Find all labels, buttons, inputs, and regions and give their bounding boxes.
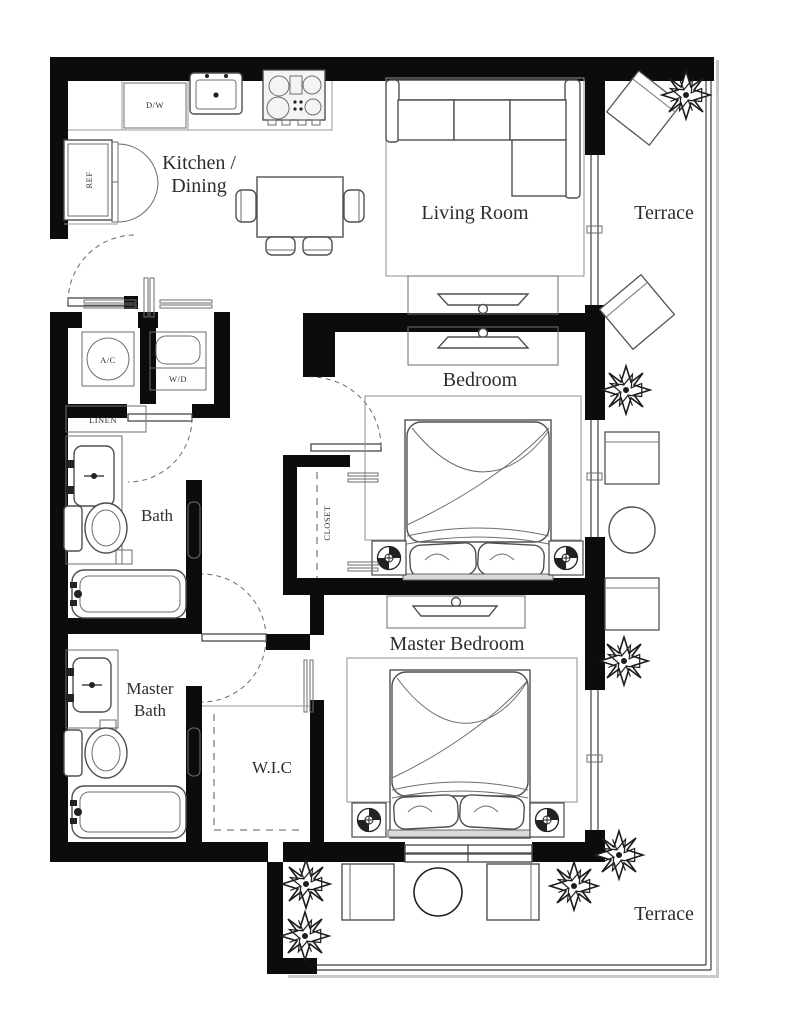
bath-toilet: [64, 503, 127, 553]
master-nightstand-right: [530, 803, 564, 837]
terrace-right: [600, 71, 710, 685]
stove: [263, 70, 325, 125]
bedroom-door: [311, 377, 381, 451]
bath-label: Bath: [140, 506, 174, 525]
plant: [282, 860, 330, 908]
master-bath-vanity: [66, 650, 118, 732]
plant: [595, 831, 643, 879]
bedroom-label: Bedroom: [442, 369, 518, 391]
bath-tub: [70, 570, 186, 618]
linen-label: LINEN: [89, 415, 117, 425]
terrace-bottom-label: Terrace: [634, 903, 694, 925]
master-bedroom: [347, 596, 577, 838]
walk-in-closet: [202, 706, 310, 830]
master-bedroom-window: [587, 690, 602, 830]
bedroom-nightstand-left: [372, 541, 406, 575]
master-bath-door: [202, 574, 266, 702]
plant: [281, 912, 329, 960]
master-bath-toilet: [64, 728, 127, 778]
kitchen: [64, 70, 364, 255]
terrace-chair-1: [605, 432, 659, 484]
terrace-round-table: [414, 868, 462, 916]
master-nightstand-left: [352, 803, 386, 837]
kitchen-sink: [190, 73, 242, 114]
master-bath-label-line2: Bath: [133, 701, 167, 720]
plant: [550, 862, 598, 910]
terrace-right-label: Terrace: [634, 202, 694, 224]
plant: [662, 71, 710, 119]
terrace-side-table: [609, 507, 655, 553]
bedroom-nightstand-right: [549, 541, 583, 575]
terrace-chair-2: [605, 578, 659, 630]
kitchen-dining-label-line1: Kitchen /: [162, 152, 236, 174]
bath-door: [128, 414, 192, 482]
plant: [600, 637, 648, 685]
refrigerator: [64, 140, 158, 224]
closet-label: CLOSET: [322, 505, 332, 541]
ac-label: A/C: [100, 355, 116, 365]
dining-table: [236, 177, 364, 255]
living-terrace-slider-window: [587, 155, 602, 305]
kitchen-dining-label-line2: Dining: [171, 175, 227, 197]
bath: [64, 406, 200, 618]
wic-label: W.I.C: [252, 758, 292, 777]
master-terrace-sliding-door: [405, 845, 532, 862]
washer-dryer: [150, 332, 206, 390]
refrigerator-label: REF: [84, 171, 94, 189]
dishwasher-label: D/W: [145, 100, 165, 110]
terrace-lounge-right: [487, 864, 539, 920]
dishwasher: [124, 83, 186, 128]
plant: [602, 366, 650, 414]
living-room-label: Living Room: [421, 202, 529, 224]
master-dresser: [387, 596, 525, 628]
master-bedroom-label: Master Bedroom: [389, 633, 525, 655]
bedroom-bed: [403, 420, 553, 580]
sectional-sofa: [386, 80, 580, 198]
terrace-chair-angled-mid: [600, 275, 675, 350]
master-bed: [388, 670, 532, 838]
terrace-lounge-left: [342, 864, 394, 920]
master-bath-tub: [70, 786, 186, 838]
master-bath: [64, 650, 200, 838]
wd-label: W/D: [168, 374, 188, 384]
doors: [68, 235, 381, 712]
bedroom-closet: [317, 472, 378, 578]
master-bath-label-line1: Master: [126, 679, 174, 698]
terrace-chair-angled-top: [607, 71, 682, 145]
tv-console-living: [408, 276, 558, 314]
tv-console-bedroom: [408, 327, 558, 365]
ac-unit: [82, 332, 134, 386]
bedroom-window: [587, 420, 602, 537]
bedroom: [365, 369, 583, 580]
